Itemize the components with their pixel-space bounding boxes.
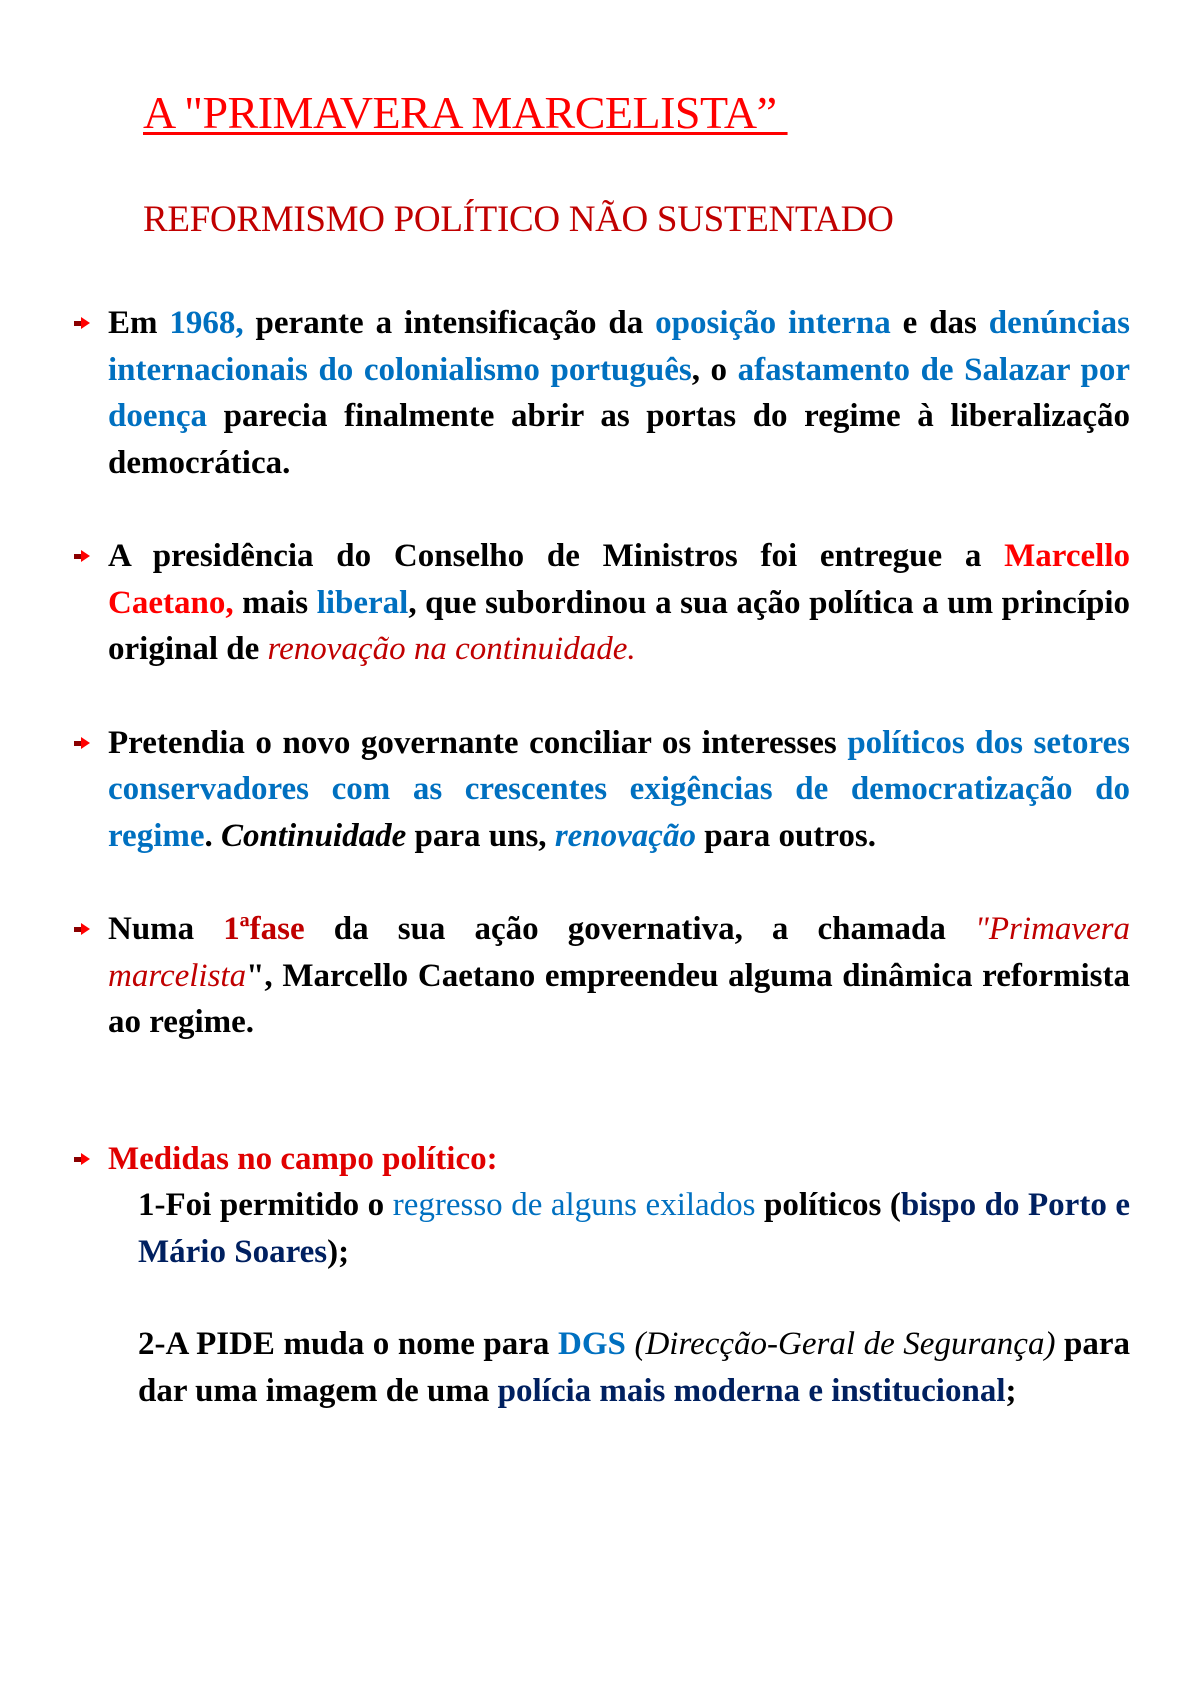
text-segment: ", Marcello Caetano empreendeu alguma dinâmica reformista ao regime. — [108, 957, 1130, 1040]
text-segment: , o — [691, 351, 738, 388]
highlight-first-phase: 1ªfase — [223, 911, 305, 947]
highlight-salazar-removal: afastamento de Salazar por doença — [108, 351, 1131, 434]
highlight-year: 1968, — [169, 305, 244, 341]
page-title: A "PRIMAVERA MARCELISTA” — [143, 87, 788, 138]
text-segment: 2-A PIDE muda o nome para — [138, 1326, 559, 1362]
page-subtitle: REFORMISMO POLÍTICO NÃO SUSTENTADO — [143, 199, 894, 240]
highlight-dgs-expansion: (Direcção-Geral de Segurança) — [634, 1326, 1056, 1362]
bullet-item-first-phase — [108, 906, 1130, 1046]
highlight-modern-police: polícia mais moderna e institucional — [497, 1372, 1006, 1409]
highlight-liberal: liberal — [316, 584, 409, 621]
text-segment: . — [204, 817, 222, 854]
highlight-primavera-marcelista: "Primavera marcelista — [108, 911, 1130, 994]
highlight-renewal: renovação — [554, 817, 696, 854]
red-arrow-right-icon — [74, 1153, 90, 1165]
text-segment: Pretendia o novo governante conciliar os interesses — [108, 724, 848, 761]
text-segment: Em — [108, 305, 170, 341]
text-segment: para dar uma imagem de uma — [138, 1326, 1131, 1409]
red-arrow-right-icon — [74, 550, 90, 562]
text-segment: Numa — [108, 911, 224, 947]
text-segment: da sua ação governativa, a chamada — [304, 911, 975, 947]
text-segment: parecia finalmente abrir as portas do regime à liberalização democrática. — [108, 398, 1130, 481]
text-segment: ; — [1005, 1372, 1017, 1409]
bullet-list — [108, 300, 1130, 1414]
text-segment: A presidência do Conselho de Ministros foi entregue a — [108, 538, 1005, 574]
text-segment: e das — [890, 305, 989, 341]
text-segment: mais — [233, 584, 317, 621]
text-segment: ); — [327, 1233, 350, 1270]
text-segment: políticos ( — [755, 1187, 901, 1223]
text-segment: perante a intensificação da — [243, 305, 656, 341]
highlight-dgs: DGS — [558, 1326, 626, 1362]
highlight-marcello-caetano: Marcello Caetano, — [108, 538, 1130, 621]
highlight-continuity: Continuidade — [221, 817, 407, 854]
highlight-international-denunciations: denúncias internacionais do colonialismo português — [108, 305, 1131, 388]
bullet-item-caetano-presidency — [108, 533, 1130, 673]
highlight-exiles-return: regresso de alguns exilados — [392, 1187, 756, 1223]
section-heading-political-measures: Medidas no campo político: — [108, 1140, 498, 1177]
text-segment: , que subordinou a sua ação política a um princípio original de — [108, 584, 1130, 667]
red-arrow-right-icon — [74, 317, 90, 329]
measure-item-2 — [108, 1321, 1130, 1414]
highlight-internal-opposition: oposição interna — [655, 305, 891, 341]
text-segment: 1-Foi permitido o — [138, 1187, 393, 1223]
measure-item-1 — [108, 1182, 1130, 1275]
highlight-renewal-in-continuity: renovação na continuidade. — [267, 631, 636, 667]
red-arrow-right-icon — [74, 737, 90, 749]
text-segment: para outros. — [695, 817, 876, 854]
highlight-conservative-sectors: políticos dos setores conservadores com as crescentes exigências de democratização do regime — [108, 724, 1130, 854]
red-arrow-right-icon — [74, 923, 90, 935]
bullet-item-conciliation — [108, 720, 1130, 860]
bullet-item-1968 — [108, 300, 1130, 486]
bullet-item-political-measures — [108, 1136, 1130, 1415]
text-segment: para uns, — [406, 817, 555, 854]
highlight-exile-names: bispo do Porto e Mário Soares — [138, 1187, 1130, 1270]
